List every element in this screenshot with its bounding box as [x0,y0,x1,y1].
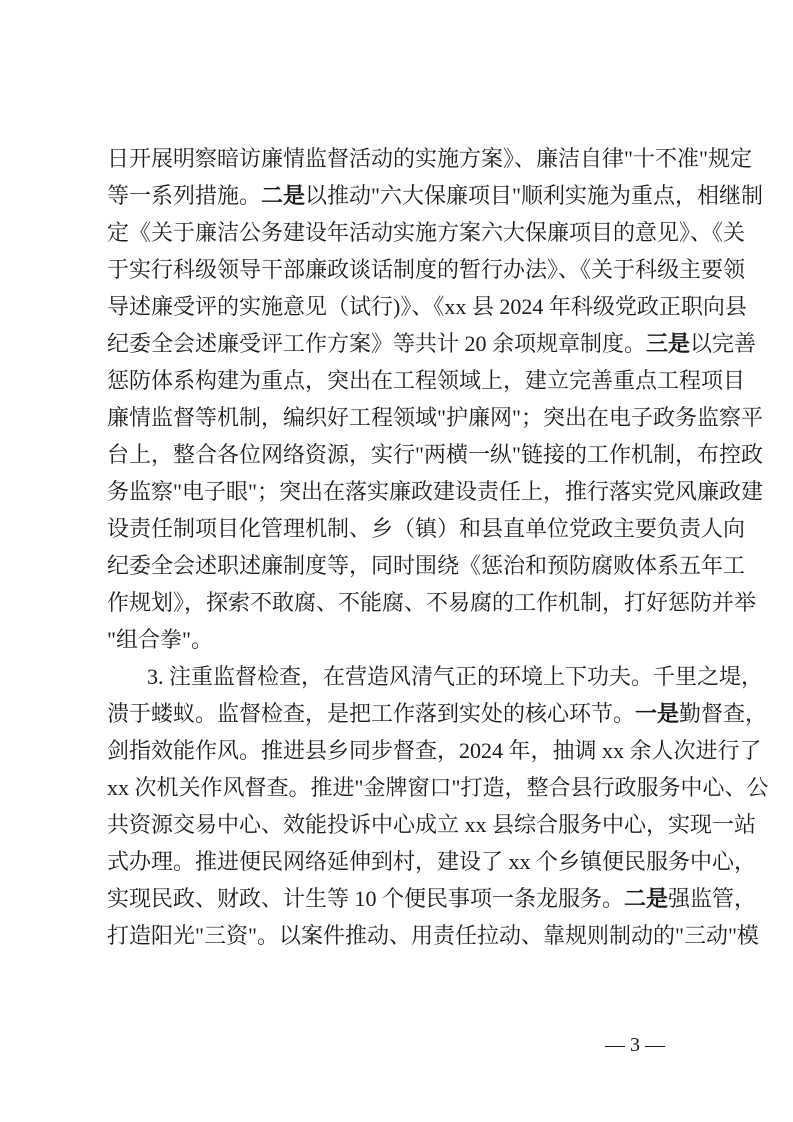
text-line [107,251,746,288]
text-segment: 日开展明察暗访廉情监督活动的实施方案》、廉洁自律"十不准"规定 [107,146,752,171]
text-segment: 剑指效能作风。推进县乡同步督查，2024 年，抽调 xx 余人次进行了 [107,738,762,763]
text-line [107,325,757,362]
text-line [107,695,768,732]
text-segment: 溃于蝼蚁。监督检查，是把工作落到实处的核心环节。 [107,701,636,726]
text-segment: 纪委全会述职述廉制度等，同时围绕《惩治和预防腐败体系五年工 [107,553,746,578]
text-segment: 打造阳光"三资"。以案件推动、用责任拉动、靠规则制动的"三动"模 [107,923,759,948]
text-segment: 等一系列措施。 [107,183,262,208]
text-line [107,436,763,473]
text-line [107,880,757,917]
text-line [107,140,752,177]
text-line [107,658,764,695]
text-segment: 强监管， [668,886,757,911]
text-segment: 廉情监督等机制，编织好工程领域"护廉网"；突出在电子政务监察平 [107,405,763,430]
text-line [107,843,757,880]
text-line [107,917,759,954]
bold-keyword: 二是 [624,886,669,911]
text-segment: 于实行科级领导干部廉政谈话制度的暂行办法》、《关于科级主要领 [107,257,746,282]
text-line [107,362,746,399]
text-segment: 勤督查， [679,701,768,726]
document-body [107,140,769,954]
text-line [107,769,769,806]
bold-keyword: 三是 [646,331,691,356]
text-line [107,473,763,510]
text-line [107,177,763,214]
page-number: — 3 — [605,1034,665,1056]
text-line [107,399,763,436]
text-segment: 以推动"六大保廉项目"顺利实施为重点，相继制 [305,183,763,208]
text-segment: 以完善 [690,331,757,356]
bold-keyword: 二是 [261,183,306,208]
text-segment: 务监察"电子眼"；突出在落实廉政建设责任上，推行落实党风廉政建 [107,479,763,504]
text-segment: 惩防体系构建为重点，突出在工程领域上，建立完善重点工程项目 [107,368,746,393]
bold-keyword: 一是 [635,701,680,726]
text-segment: xx 次机关作风督查。推进"金牌窗口"打造，整合县行政服务中心、公 [107,775,769,800]
text-segment: 式办理。推进便民网络延伸到村，建设了 xx 个乡镇便民服务中心， [107,849,757,874]
text-segment: 作规划》，探索不敢腐、不能腐、不易腐的工作机制，打好惩防并举 [107,590,757,615]
text-segment: 共资源交易中心、效能投诉中心成立 xx 县综合服务中心，实现一站 [107,812,757,837]
text-segment: 设责任制项目化管理机制、乡（镇）和县直单位党政主要负责人向 [107,516,746,541]
text-segment: 台上，整合各位网络资源，实行"两横一纵"链接的工作机制，布控政 [107,442,763,467]
text-segment: 纪委全会述廉受评工作方案》等共计 20 余项规章制度。 [107,331,647,356]
text-line [107,806,757,843]
paragraph [107,658,769,954]
text-line [107,547,746,584]
text-segment: 导述廉受评的实施意见（试行)》、《xx 县 2024 年科级党政正职向县 [107,294,747,319]
text-line [107,621,698,658]
text-line [107,584,757,621]
text-segment: "组合拳"。 [107,627,213,652]
text-segment: 3. 注重监督检查，在营造风清气正的环境上下功夫。千里之堤， [147,664,764,689]
text-segment: 实现民政、财政、计生等 10 个便民事项一条龙服务。 [107,886,625,911]
text-line [107,510,746,547]
text-line [107,288,747,325]
text-line [107,732,762,769]
paragraph [107,140,763,658]
text-segment: 定《关于廉洁公务建设年活动实施方案六大保廉项目的意见》、《关 [107,220,746,245]
text-line [107,214,746,251]
